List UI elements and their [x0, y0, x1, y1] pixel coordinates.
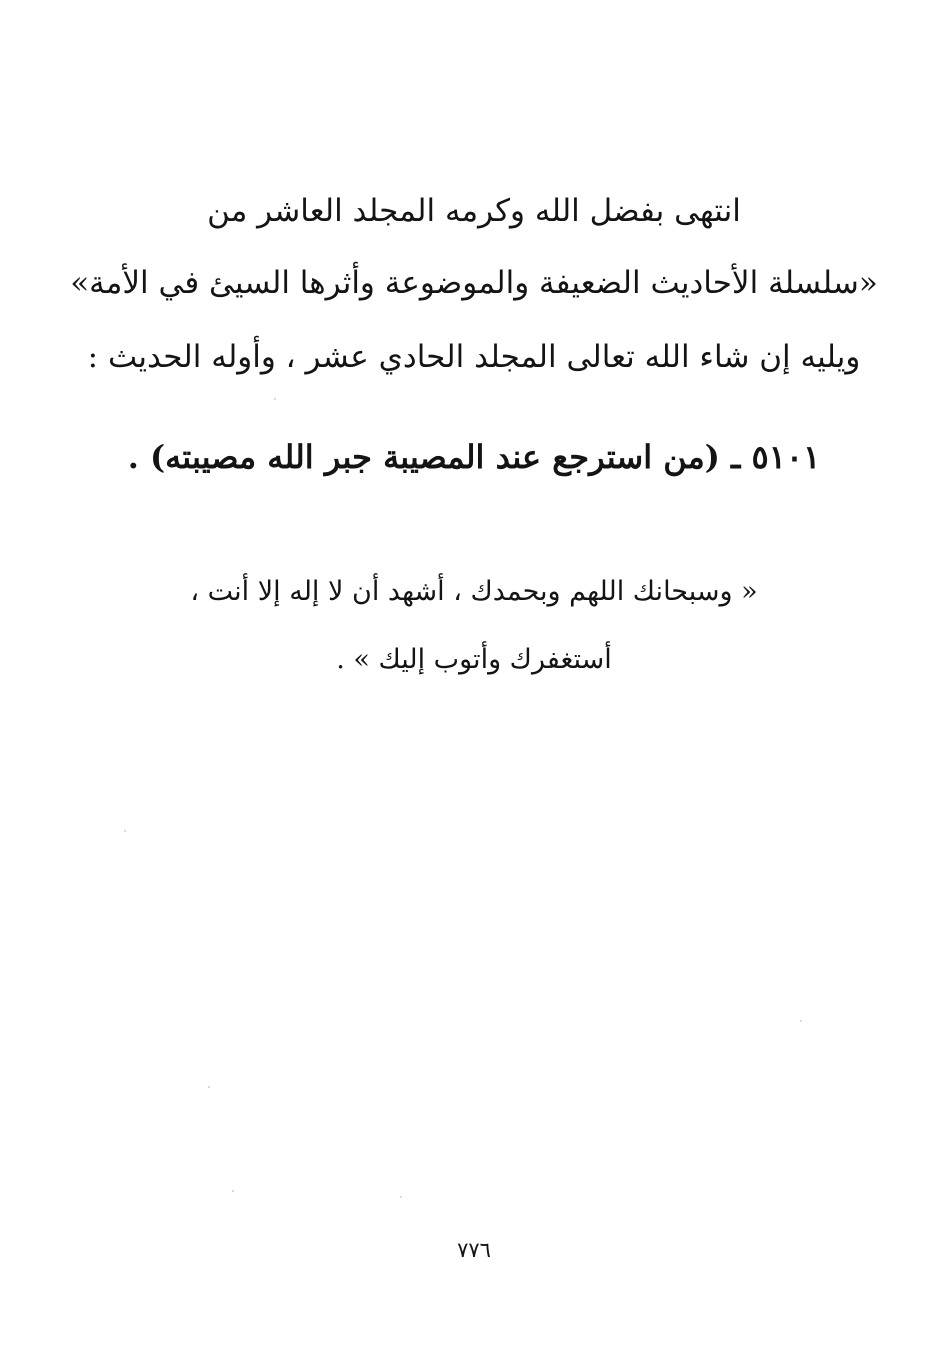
colophon-line-2-book-title: «سلسلة الأحاديث الضعيفة والموضوعة وأثرها السيئ في الأمة»	[70, 265, 878, 301]
colophon-line-1: انتهى بفضل الله وكرمه المجلد العاشر من	[207, 193, 741, 229]
next-hadith-heading: ٥١٠١ ـ (من استرجع عند المصيبة جبر الله مصيبته) .	[127, 438, 821, 476]
scan-speck	[208, 1086, 210, 1088]
colophon-line-3: ويليه إن شاء الله تعالى المجلد الحادي عشر ، وأوله الحديث :	[87, 339, 861, 375]
scan-speck	[124, 830, 126, 832]
scan-speck	[800, 1020, 802, 1022]
closing-dua-line-2: أستغفرك وأتوب إليك » .	[336, 644, 612, 675]
scan-speck	[232, 1190, 234, 1192]
scan-speck	[274, 398, 276, 400]
page-number: ٧٧٦	[457, 1238, 491, 1262]
scan-speck	[400, 1196, 402, 1198]
closing-dua-line-1: « وسبحانك اللهم وبحمدك ، أشهد أن لا إله إلا أنت ،	[190, 576, 758, 607]
